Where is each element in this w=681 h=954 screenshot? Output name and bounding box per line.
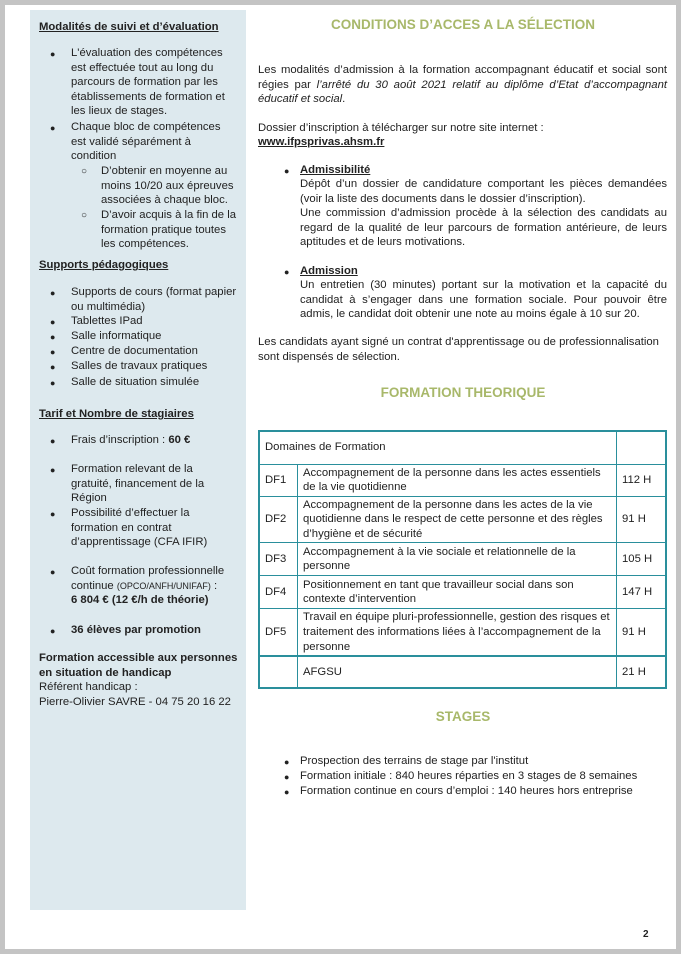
table-row: DF3 Accompagnement à la vie sociale et relationnelle de la personne 105 H <box>259 543 666 576</box>
title-stages: STAGES <box>435 709 491 724</box>
heading-supports: Supports pédagogiques <box>39 259 169 271</box>
referent-label: Référent handicap : <box>39 681 138 693</box>
handicap-title: Formation accessible aux personnes en situation de handicap <box>39 652 238 679</box>
admission-title: Admission <box>300 265 358 277</box>
arrete-reference: l’arrêté du 30 août 2021 relatif au diplôme d’Etat d’accompagnant éducatif et social <box>258 78 667 106</box>
title-theorique: FORMATION THEORIQUE <box>380 385 546 400</box>
list-item: Tablettes IPad <box>71 315 143 327</box>
list-item: Salle informatique <box>71 330 162 342</box>
list-item-cout: Coût formation professionnelle continue (OPCO/ANFH/UNIFAF) : 6 804 € (12 €/h de théorie) <box>71 565 225 607</box>
sidebar-panel: Modalités de suivi et d’évaluation ● L'évaluation des compétences est effectuée tout au long du parcours de formation par les établissements de formation et les lieux de stages. ● Chaque bloc de compétences est validé séparément à condition ○ D’obtenir en moyenne au moins 10/20 aux épreuves associées à chaque bloc. ○ D’avoir acquis à la fin de la formation pratique toutes les compétences. Supports pédagogiques ● Supports de cours (format papier ou multimédia) ● Tablettes IPad ● Salle informatique ● Centre de documentation ● Salles de travaux pratiques ● Salle de situation simulée Tarif et Nombre de stagiaires ● Frais d’inscription : 60 € ● Formation relevant de la gratuité, financement de la Région ● Possibilité d’effectuer la formation en contrat d’apprentissage (CFA IFIR) ● Coût formation professionnelle continue (OPCO/ANFH/UNIFAF) : 6 804 € (12 €/h de théorie) ● 36 élèves par promotion Formation accessible aux personnes en situation de handicap Référent handicap : Pierre-Olivier SAVRE - 04 75 20 16 22 <box>30 10 246 910</box>
table-row: DF1 Accompagnement de la personne dans les actes essentiels de la vie quotidienne 112 H <box>259 464 666 496</box>
website-link[interactable]: www.ifpsprivas.ahsm.fr <box>258 136 385 148</box>
admissibilite-p1: Dépôt d’un dossier de candidature comportant les pièces demandées (voir la liste des documents dans le dossier d’inscription). <box>300 178 667 205</box>
table-row: AFGSU 21 H <box>259 656 666 688</box>
list-item: Formation continue en cours d’emploi : 140 heures hors entreprise <box>300 785 633 797</box>
dossier-text: Dossier d’inscription à télécharger sur notre site internet : <box>258 122 544 134</box>
admissibilite-title: Admissibilité <box>300 164 371 176</box>
list-item: Possibilité d’effectuer la formation en contrat d’apprentissage (CFA IFIR) <box>71 507 208 549</box>
table-row: DF2 Accompagnement de la personne dans les actes de la vie quotidienne dans le respect de cette personne et des règles d’hygiène et de sécurité 91 H <box>259 496 666 543</box>
sub-list-item: D’avoir acquis à la fin de la formation pratique toutes les compétences. <box>101 209 237 251</box>
sub-list-item: D’obtenir en moyenne au moins 10/20 aux épreuves associées à chaque bloc. <box>101 165 234 207</box>
intro-paragraph: Les modalités d’admission à la formation accompagnant éducatif et social sont régies par l’arrêté du 30 août 2021 relatif au diplôme d’Etat d’accompagnant éducatif et social. <box>258 64 667 106</box>
circle-bullet-icon: ○ <box>81 210 88 221</box>
list-item-frais: Frais d’inscription : 60 € <box>71 434 191 446</box>
table-header-row <box>259 431 666 464</box>
list-item: L'évaluation des compétences est effectuée tout au long du parcours de formation par les établissements de formation et les lieux de stages. <box>71 47 225 118</box>
table-header: Domaines de Formation <box>259 431 617 464</box>
table-row: DF4 Positionnement en tant que travailleur social dans son contexte d’intervention 147 H <box>259 576 666 609</box>
list-item-eleves: 36 élèves par promotion <box>71 624 201 636</box>
list-item: Formation relevant de la gratuité, financement de la Région <box>71 463 205 505</box>
heading-suivi: Modalités de suivi et d’évaluation <box>39 21 219 33</box>
frais-value: 60 € <box>168 434 191 446</box>
cout-value: 6 804 € (12 €/h de théorie) <box>71 594 209 607</box>
formation-table <box>258 430 667 689</box>
table-row: DF5 Travail en équipe pluri-professionnelle, gestion des risques et traitement des informations liées à l’accompagnement de la personne 91 H <box>259 609 666 656</box>
dispense-paragraph: Les candidats ayant signé un contrat d'apprentissage ou de professionnalisation sont dispensés de sélection. <box>258 336 659 363</box>
list-item: Salle de situation simulée <box>71 376 200 388</box>
heading-tarif: Tarif et Nombre de stagiaires <box>39 408 194 420</box>
list-item: Salles de travaux pratiques <box>71 360 208 372</box>
title-conditions: CONDITIONS D’ACCES A LA SÉLECTION <box>330 17 595 32</box>
page-number: 2 <box>643 929 649 940</box>
admission-paragraph: Un entretien (30 minutes) portant sur la motivation et la capacité du candidat à s’engager dans une formation sociale. Pour pouvoir être admis, le candidat doit obtenir une note au moins égale à 10 sur 20. <box>300 279 667 321</box>
list-item: Chaque bloc de compétences est validé séparément à condition <box>71 121 221 163</box>
list-item: Centre de documentation <box>71 345 198 357</box>
referent-contact: Pierre-Olivier SAVRE - 04 75 20 16 22 <box>39 696 231 708</box>
list-item: Supports de cours (format papier ou multimédia) <box>71 286 237 313</box>
circle-bullet-icon: ○ <box>81 166 88 177</box>
document-page: Modalités de suivi et d’évaluation ● L'évaluation des compétences est effectuée tout au long du parcours de formation par les établissements de formation et les lieux de stages. ● Chaque bloc de compétences est validé séparément à condition ○ D’obtenir en moyenne au moins 10/20 aux épreuves associées à chaque bloc. ○ D’avoir acquis à la fin de la formation pratique toutes les compétences. Supports pédagogiques ● Supports de cours (format papier ou multimédia) ● Tablettes IPad ● Salle informatique ● Centre de documentation ● Salles de travaux pratiques ● Salle de situation simulée Tarif et Nombre de stagiaires ● Frais d’inscription : 60 € ● Formation relevant de la gratuité, financement de la Région ● Possibilité d’effectuer la formation en contrat d’apprentissage (CFA IFIR) ● Coût formation professionnelle continue (OPCO/ANFH/UNIFAF) : 6 804 € (12 €/h de théorie) ● 36 élèves par promotion Formation accessible aux personnes en situation de handicap Référent handicap : Pierre-Olivier SAVRE - 04 75 20 16 22 CONDITIONS D’ACCES A LA SÉLECTION Les modalités d’admission à la formation accompagnant éducatif et social sont régies par l’arrêté du 30 août 2021 relatif au diplôme d’Etat d’accompagnant éducatif et social. Dossier d’inscription à télécharger sur notre site internet : www.ifpsprivas.ahsm.fr ● Admissibilité Dépôt d’un dossier de candidature comportant les pièces demandées (voir la liste des documents dans le dossier d’inscription). Une commission d’admission procède à la sélection des candidats au regard de la qualité de leur parcours de formation antérieure, de leurs aptitudes et de leurs motivations. ● Admission Un entretien (30 minutes) portant sur la motivation et la capacité du candidat à s’engager dans une formation sociale. Pour pouvoir être admis, le candidat doit obtenir une note au moins égale à 10 sur 20. Les candidats ayant signé un contrat d'apprentissage ou de professionnalisation sont dispensés de sélection. FORMATION THEORIQUE Domaines de Formation DF1 Accompagnement de la personne dans les actes essentiels de la vie quotidienne 112 H DF2 Accompagnement de la personne dans les actes de la vie quotidienne dans le respect de cette personne et des règles d’hygiène et de sécurité 91 H DF3 Accompagnement à la vie sociale et relationnelle de la personne 105 H DF4 Positionnement en tant que travailleur social dans son contexte d’intervention 147 H DF5 Travail en équipe pluri-professionnelle, gestion des risques et traitement des informations liées à l’accompagnement de la personne 91 H AFGSU 21 H STAGES ● Prospection des terrains de stage par l'institut ● Formation initiale : 840 heures réparties en 3 stages de 8 semaines ● Formation continue en cours d’emploi : 140 heures hors entreprise 2 <box>5 5 676 949</box>
admissibilite-p2: Une commission d’admission procède à la sélection des candidats au regard de la qualité de leur parcours de formation antérieure, de leurs aptitudes et de leurs motivations. <box>300 207 667 249</box>
list-item: Prospection des terrains de stage par l'institut <box>300 755 529 767</box>
list-item: Formation initiale : 840 heures réparties en 3 stages de 8 semaines <box>300 770 638 782</box>
